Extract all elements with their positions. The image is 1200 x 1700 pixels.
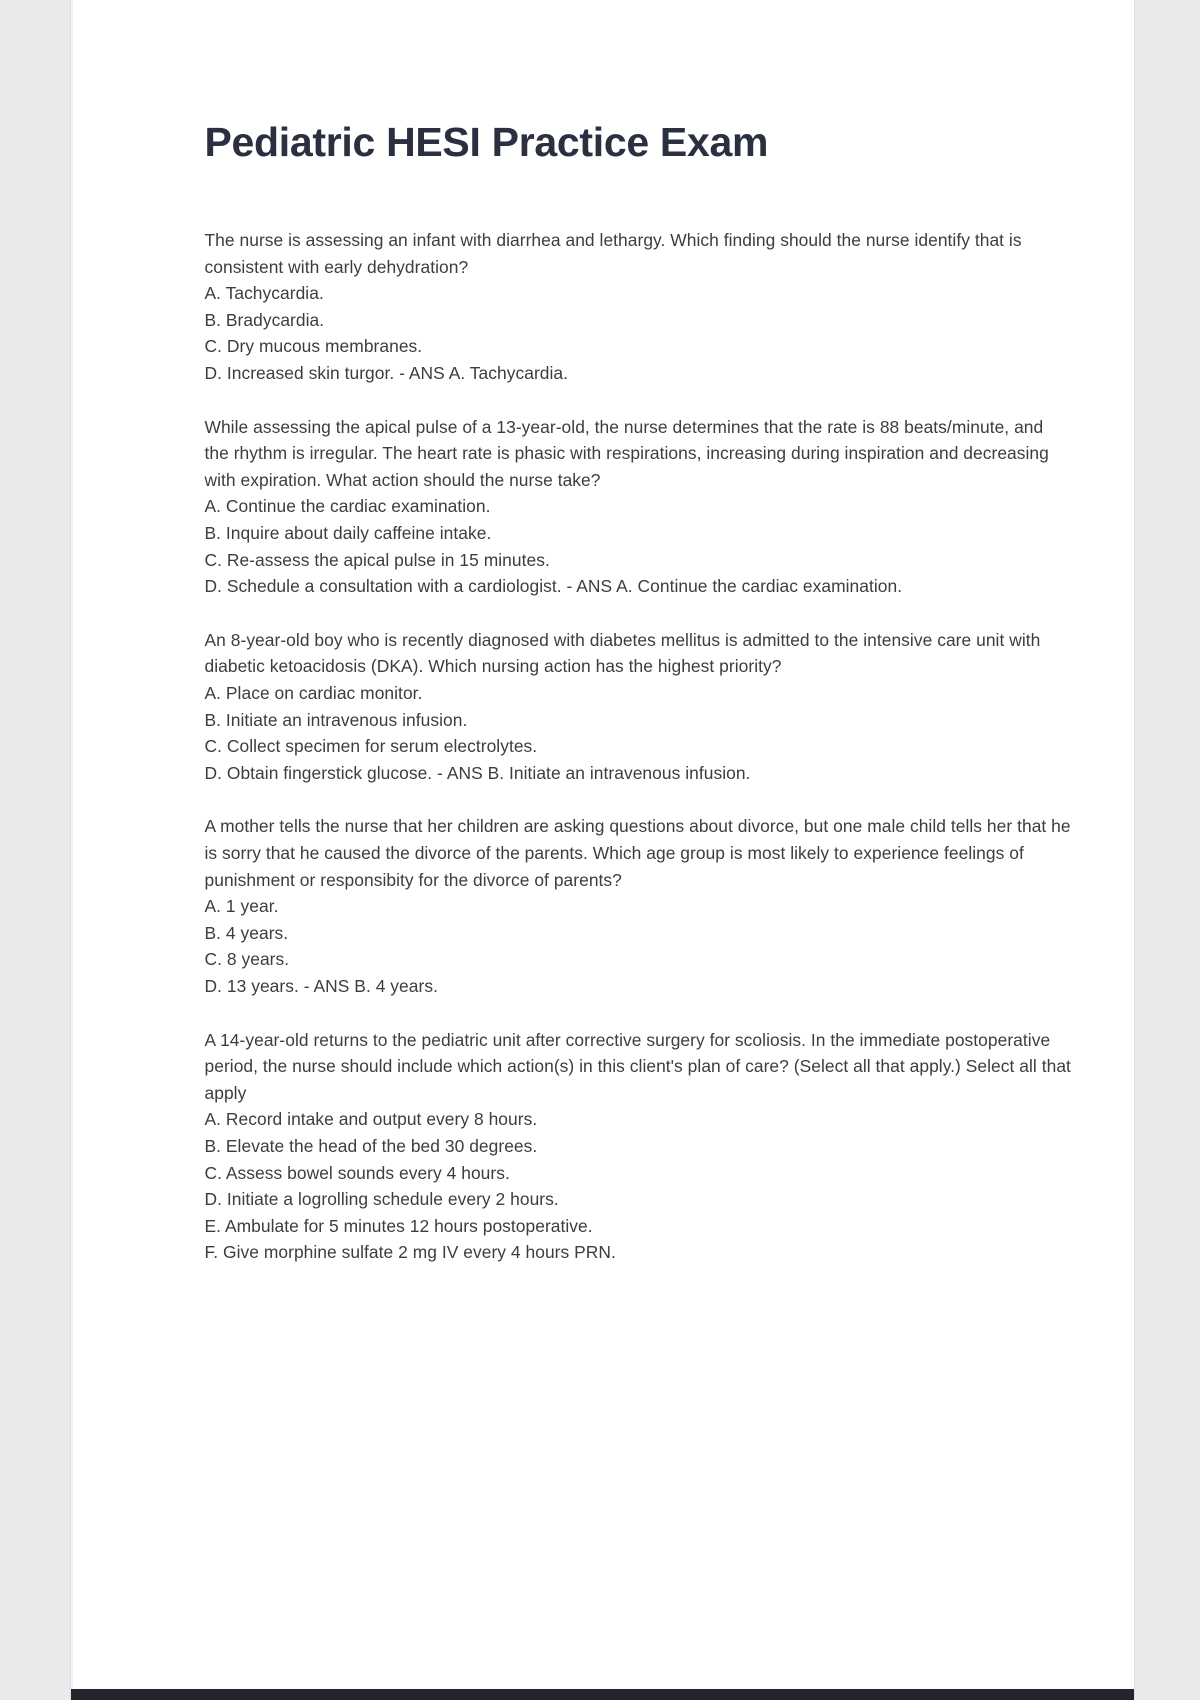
page-title: Pediatric HESI Practice Exam xyxy=(204,119,769,165)
answer-option-list xyxy=(205,893,1072,999)
question-stem: A mother tells the nurse that her children are asking questions about divorce, but one male child tells her that he is sorry that he caused the divorce of the parents. Which age group is most likely to experience feelings of punishment or responsibity for the divorce of parents? xyxy=(204,816,1071,890)
answer-option[interactable]: B. Bradycardia. xyxy=(204,309,325,330)
answer-option[interactable]: C. Assess bowel sounds every 4 hours. xyxy=(204,1162,510,1183)
answer-option[interactable]: A. Record intake and output every 8 hours. xyxy=(204,1109,538,1130)
answer-option[interactable]: F. Give morphine sulfate 2 mg IV every 4 hours PRN. xyxy=(204,1242,616,1263)
question-block xyxy=(205,813,1072,999)
page-left-edge xyxy=(71,0,73,1700)
answer-option[interactable]: B. Inquire about daily caffeine intake. xyxy=(204,523,492,544)
question-stem: While assessing the apical pulse of a 13-year-old, the nurse determines that the rate is 88 beats/minute, and the rhythm is irregular. The heart rate is phasic with respirations, increasing during inspiration and decreasing with expiration. What action should the nurse take? xyxy=(204,416,1049,490)
question-stem: An 8-year-old boy who is recently diagnosed with diabetes mellitus is admitted to the intensive care unit with diabetic ketoacidosis (DKA). Which nursing action has the highest priority? xyxy=(204,629,1041,677)
answer-option[interactable]: B. 4 years. xyxy=(204,922,289,943)
question-stem: The nurse is assessing an infant with diarrhea and lethargy. Which finding should the nurse identify that is consistent with early dehydration? xyxy=(204,230,1022,277)
answer-option[interactable]: C. 8 years. xyxy=(204,949,290,970)
answer-option[interactable]: E. Ambulate for 5 minutes 12 hours postoperative. xyxy=(204,1215,593,1236)
question-block xyxy=(205,627,1072,787)
answer-option[interactable]: C. Dry mucous membranes. xyxy=(204,336,423,357)
answer-option[interactable]: A. Continue the cardiac examination. xyxy=(204,496,491,517)
question-block xyxy=(205,414,1072,600)
answer-option[interactable]: C. Re-assess the apical pulse in 15 minutes. xyxy=(204,549,550,570)
answer-option[interactable]: A. 1 year. xyxy=(204,896,279,917)
question-stem: A 14-year-old returns to the pediatric unit after corrective surgery for scoliosis. In the immediate postoperative period, the nurse should include which action(s) in this client's plan of care? (Select all that apply.) Select all that apply xyxy=(204,1029,1071,1103)
page-footer-bar xyxy=(71,1689,1134,1700)
answer-option[interactable]: D. Increased skin turgor. - ANS A. Tachycardia. xyxy=(204,363,569,384)
answer-option-list xyxy=(205,280,1072,386)
question-block xyxy=(205,227,1072,387)
question-block xyxy=(205,1027,1072,1266)
answer-option[interactable]: B. Elevate the head of the bed 30 degrees. xyxy=(204,1135,538,1156)
answer-option[interactable]: A. Tachycardia. xyxy=(204,283,324,304)
page-content xyxy=(71,0,1134,1266)
question-list xyxy=(205,227,1072,1266)
answer-option-list xyxy=(205,493,1072,599)
document-page xyxy=(71,0,1134,1700)
answer-option[interactable]: B. Initiate an intravenous infusion. xyxy=(204,709,468,730)
answer-option[interactable]: D. Schedule a consultation with a cardiologist. - ANS A. Continue the cardiac examination. xyxy=(204,576,903,597)
answer-option[interactable]: C. Collect specimen for serum electrolytes. xyxy=(204,736,538,757)
answer-option-list xyxy=(205,680,1072,786)
answer-option[interactable]: A. Place on cardiac monitor. xyxy=(204,683,423,703)
answer-option[interactable]: D. Initiate a logrolling schedule every 2 hours. xyxy=(204,1189,559,1210)
answer-option-list xyxy=(205,1106,1072,1266)
answer-option[interactable]: D. Obtain fingerstick glucose. - ANS B. Initiate an intravenous infusion. xyxy=(204,762,751,783)
answer-option[interactable]: D. 13 years. - ANS B. 4 years. xyxy=(204,975,438,996)
